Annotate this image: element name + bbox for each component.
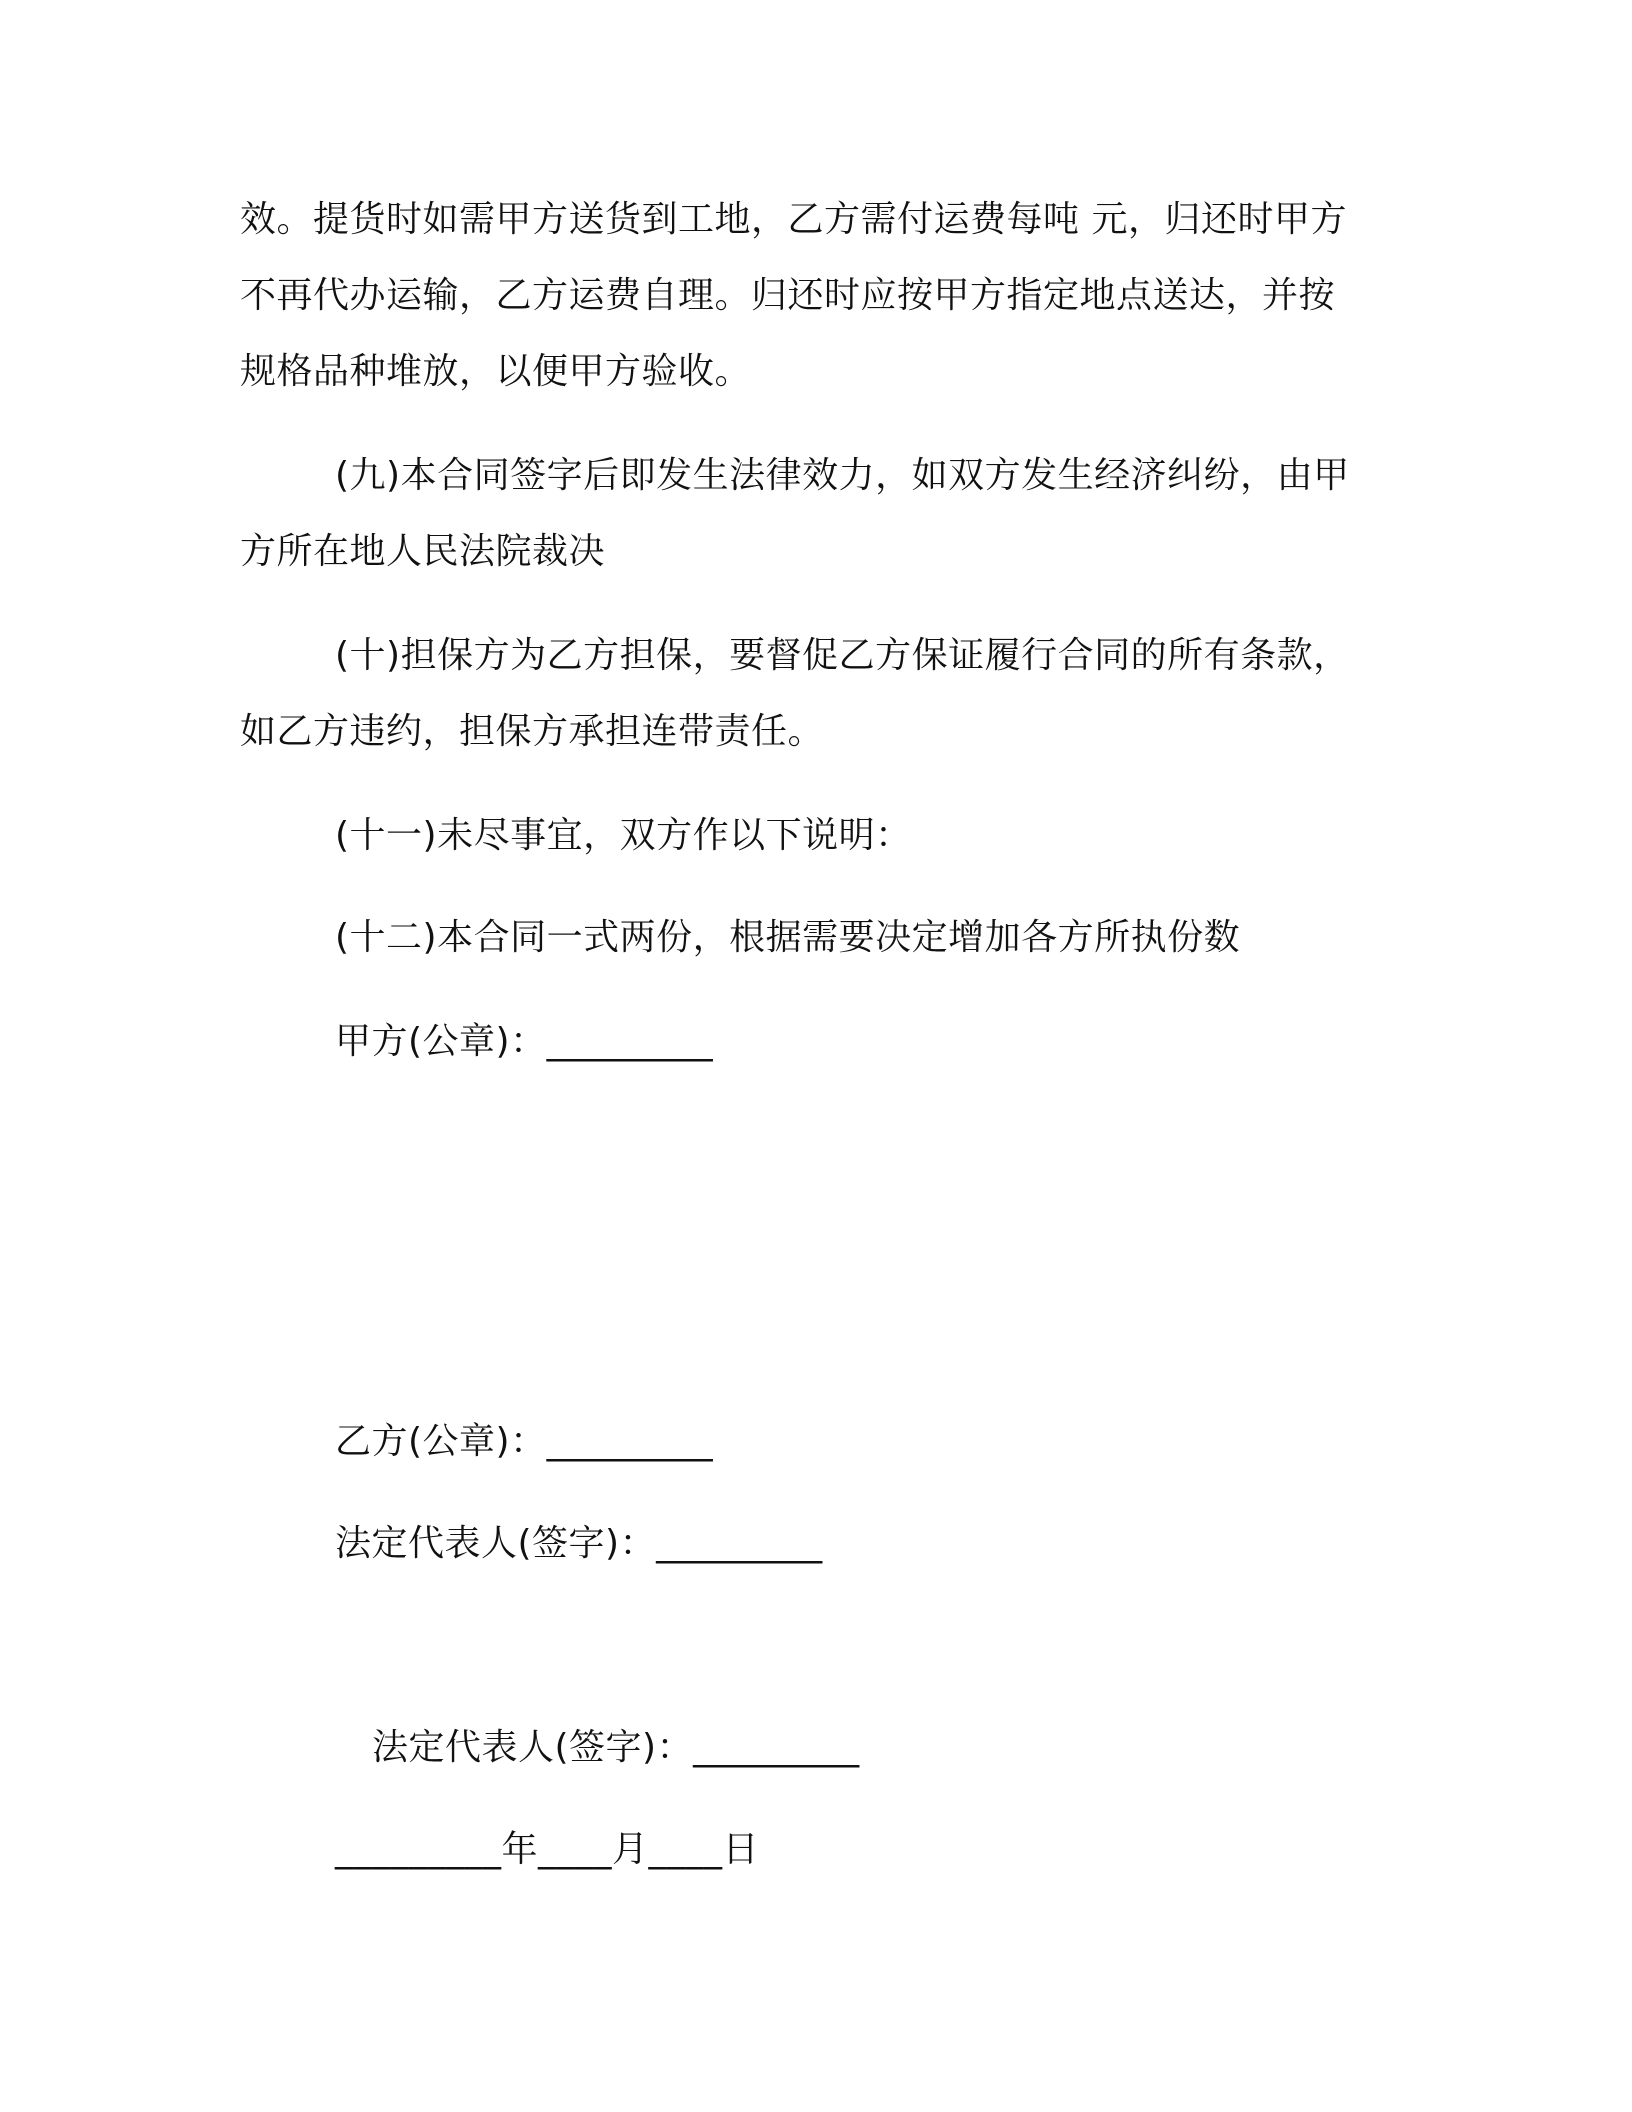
paragraph-10-line-1: (十)担保方为乙方担保，要督促乙方保证履行合同的所有条款，: [335, 635, 1350, 676]
paragraph-8-line-1: 效。提货时如需甲方送货到工地，乙方需付运费每吨 元，归还时甲方: [240, 199, 1347, 240]
paragraph-10-line-2: 如乙方违约，担保方承担连带责任。: [240, 711, 825, 752]
party-a-seal-line: 甲方(公章)：_________: [335, 1021, 714, 1062]
paragraph-11: (十一)未尽事宜，双方作以下说明：: [335, 815, 912, 856]
party-b-seal-line: 乙方(公章)：_________: [335, 1421, 714, 1462]
guarantor-legal-representative-signature-line: 法定代表人(签字)：_________: [372, 1727, 860, 1768]
paragraph-9-line-1: (九)本合同签字后即发生法律效力，如双方发生经济纠纷，由甲: [335, 455, 1350, 496]
paragraph-8-line-3: 规格品种堆放，以便甲方验收。: [240, 351, 752, 392]
date-line: _________年____月____日: [335, 1829, 759, 1870]
paragraph-12: (十二)本合同一式两份，根据需要决定增加各方所执份数: [335, 917, 1241, 958]
paragraph-9-line-2: 方所在地人民法院裁决: [240, 531, 606, 572]
legal-representative-signature-line: 法定代表人(签字)：_________: [335, 1523, 823, 1564]
paragraph-8-line-2: 不再代办运输，乙方运费自理。归还时应按甲方指定地点送达，并按: [240, 275, 1336, 316]
